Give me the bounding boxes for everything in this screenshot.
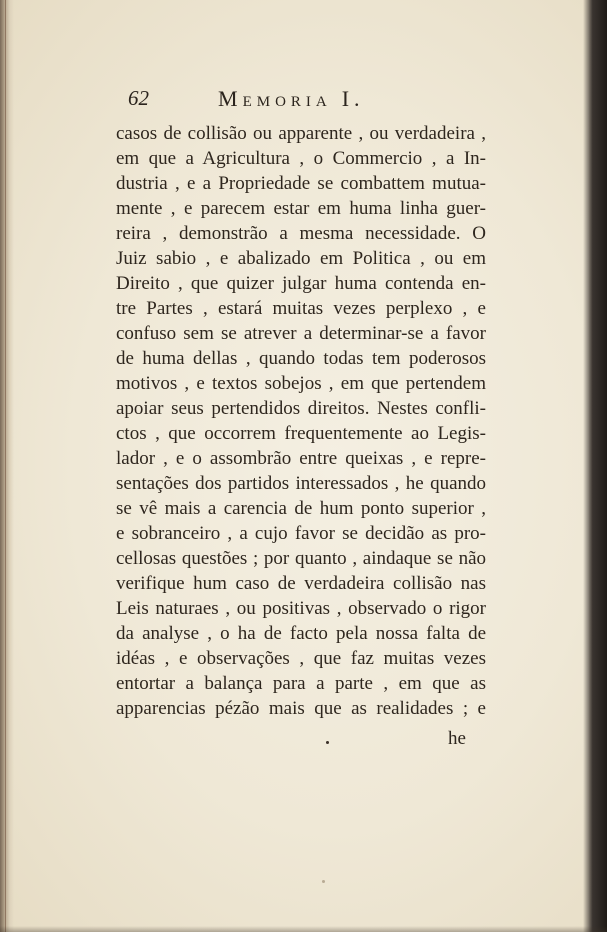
text-line: casos de collisão ou apparente , ou verdadeira ,: [116, 123, 486, 144]
text-line: Leis naturaes , ou positivas , observado o rigor: [116, 598, 486, 619]
text-line: apparencias pézão mais que as realidades ; e: [116, 698, 486, 719]
text-line: em que a Agricultura , o Commercio , a In-: [116, 148, 486, 169]
text-line: de huma dellas , quando todas tem poderosos: [116, 348, 486, 369]
running-title-initial: M: [218, 86, 243, 111]
text-line: apoiar seus pertendidos direitos. Nestes confli-: [116, 398, 486, 419]
text-line: tre Partes , estará muitas vezes perplexo , e: [116, 298, 486, 319]
text-line: se vê mais a carencia de hum ponto superior ,: [116, 498, 486, 519]
text-line: mente , e parecem estar em huma linha guer-: [116, 198, 486, 219]
text-line: entortar a balança para a parte , em que as: [116, 673, 486, 694]
text-line: reira , demonstrão a mesma necessidade. O: [116, 223, 486, 244]
text-line: sentações dos partidos interessados , he quando: [116, 473, 486, 494]
running-title-rest: EMORIA: [242, 94, 332, 110]
bottom-edge-shadow: [0, 926, 607, 932]
page-number: 62: [128, 86, 149, 110]
body-text: [116, 121, 486, 721]
text-line: confuso sem se atrever a determinar-se a favor: [116, 323, 486, 344]
text-line: e sobranceiro , a cujo favor se decidão as pro-: [116, 523, 486, 544]
book-spine: [0, 0, 14, 932]
ink-dot: [326, 741, 329, 744]
text-line: dustria , e a Propriedade se combattem mutua-: [116, 173, 486, 194]
text-line: ctos , que occorrem frequentemente ao Legis-: [116, 423, 486, 444]
spine-binding-line: [5, 0, 6, 932]
text-line: Direito , que quizer julgar huma contenda en-: [116, 273, 486, 294]
text-line: cellosas questões ; por quanto , aindaque se não: [116, 548, 486, 569]
right-edge-shadow: [583, 0, 607, 932]
text-line: verifique hum caso de verdadeira collisão nas: [116, 573, 486, 594]
text-line: da analyse , o ha de facto pela nossa falta de: [116, 623, 486, 644]
paper-speck: [322, 880, 325, 883]
text-line: Juiz sabio , e abalizado em Politica , ou em: [116, 248, 486, 269]
catchword: he: [448, 728, 466, 749]
running-header: [128, 86, 488, 116]
text-line: lador , e o assombrão entre queixas , e repre-: [116, 448, 486, 469]
text-line: motivos , e textos sobejos , em que pertendem: [116, 373, 486, 394]
text-line: idéas , e observações , que faz muitas vezes: [116, 648, 486, 669]
running-title: [218, 86, 365, 112]
running-title-numeral: I.: [341, 86, 365, 111]
